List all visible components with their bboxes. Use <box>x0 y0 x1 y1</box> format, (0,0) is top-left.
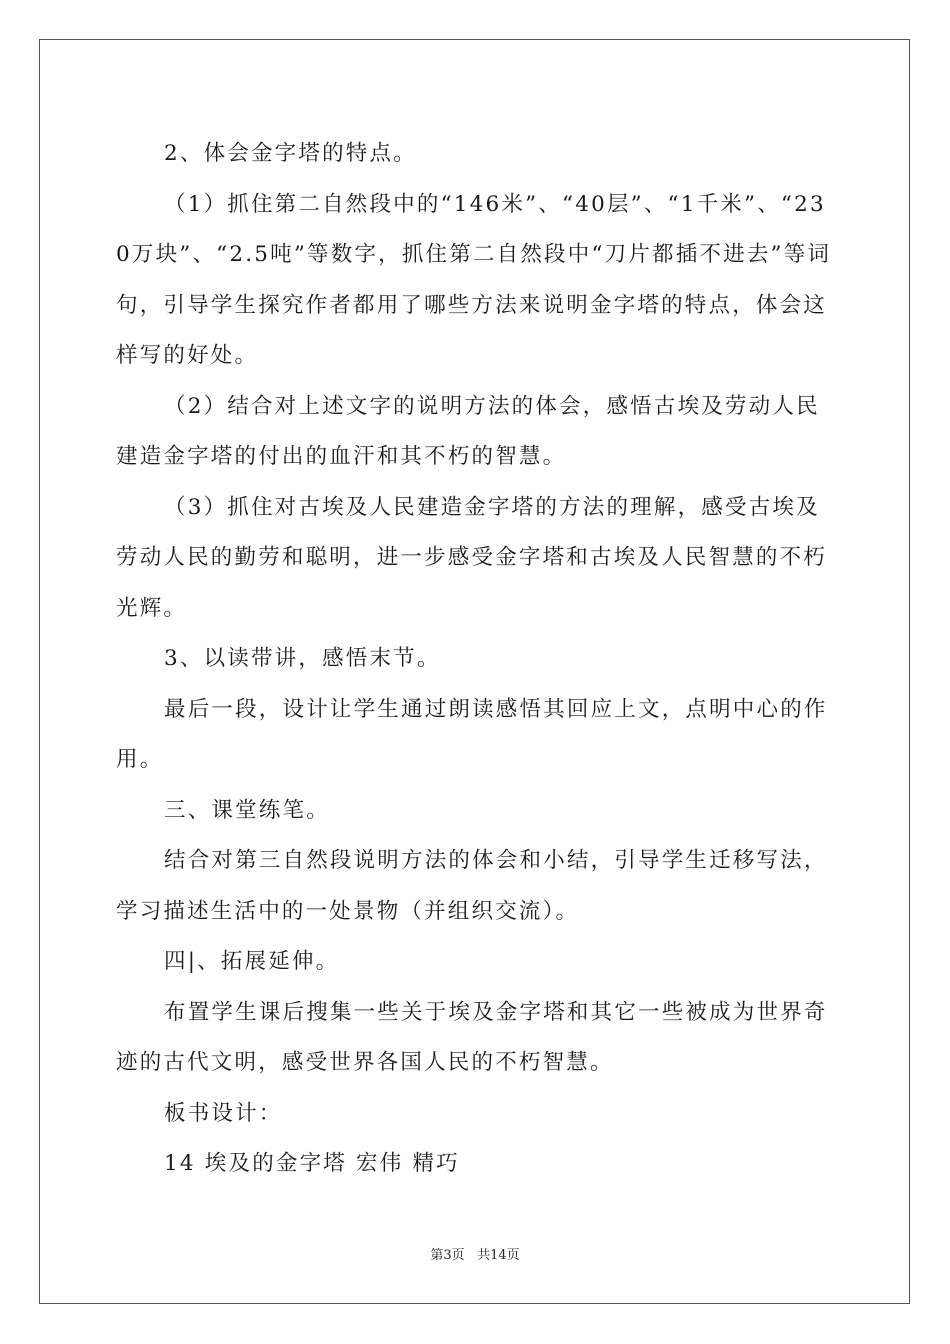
paragraph-section-3-heading: 3、以读带讲，感悟末节。 <box>164 646 441 671</box>
paragraph-board-design: 14 埃及的金字塔 宏伟 精巧 <box>164 1151 460 1176</box>
paragraph-item-3: （3）抓住对古埃及人民建造金字塔的方法的理解，感受古埃及劳动人民的勤劳和聪明，进一步感受金字塔和古埃及人民智慧的不朽光辉。 <box>116 494 828 621</box>
total-pages: 共14页 <box>477 1248 520 1263</box>
footer-spacer <box>465 1248 477 1263</box>
paragraph-practice-heading: 三、课堂练笔。 <box>164 797 330 823</box>
paragraph-item-1: （1）抓住第二自然段中的“146米”、“40层”、“1千米”、“230万块”、“2.5吨”等数字，抓住第二自然段中“刀片都插不进去”等词句，引导学生探究作者都用了哪些方法来说明金字塔的特点，体会这样写的好处。 <box>116 191 832 368</box>
paragraph-practice: 结合对第三自然段说明方法的体会和小结，引导学生迁移写法，学习描述生活中的一处景物（并组织交流）。 <box>116 848 828 924</box>
page-number: 第3页 <box>430 1248 465 1263</box>
paragraph-last-section: 最后一段，设计让学生通过朗读感悟其回应上文，点明中心的作用。 <box>116 696 828 772</box>
page-footer <box>0 1247 950 1265</box>
paragraph-section-2-heading: 2、体会金字塔的特点。 <box>164 141 417 166</box>
paragraph-extension-heading: 四|、拓展延伸。 <box>164 949 340 974</box>
paragraph-board-design-label: 板书设计： <box>164 1100 283 1126</box>
document-body <box>116 129 834 1190</box>
paragraph-extension: 布置学生课后搜集一些关于埃及金字塔和其它一些被成为世界奇迹的古代文明，感受世界各国人民的不朽智慧。 <box>116 999 828 1075</box>
paragraph-item-2: （2）结合对上述文字的说明方法的体会，感悟古埃及劳动人民建造金字塔的付出的血汗和其不朽的智慧。 <box>116 393 820 469</box>
